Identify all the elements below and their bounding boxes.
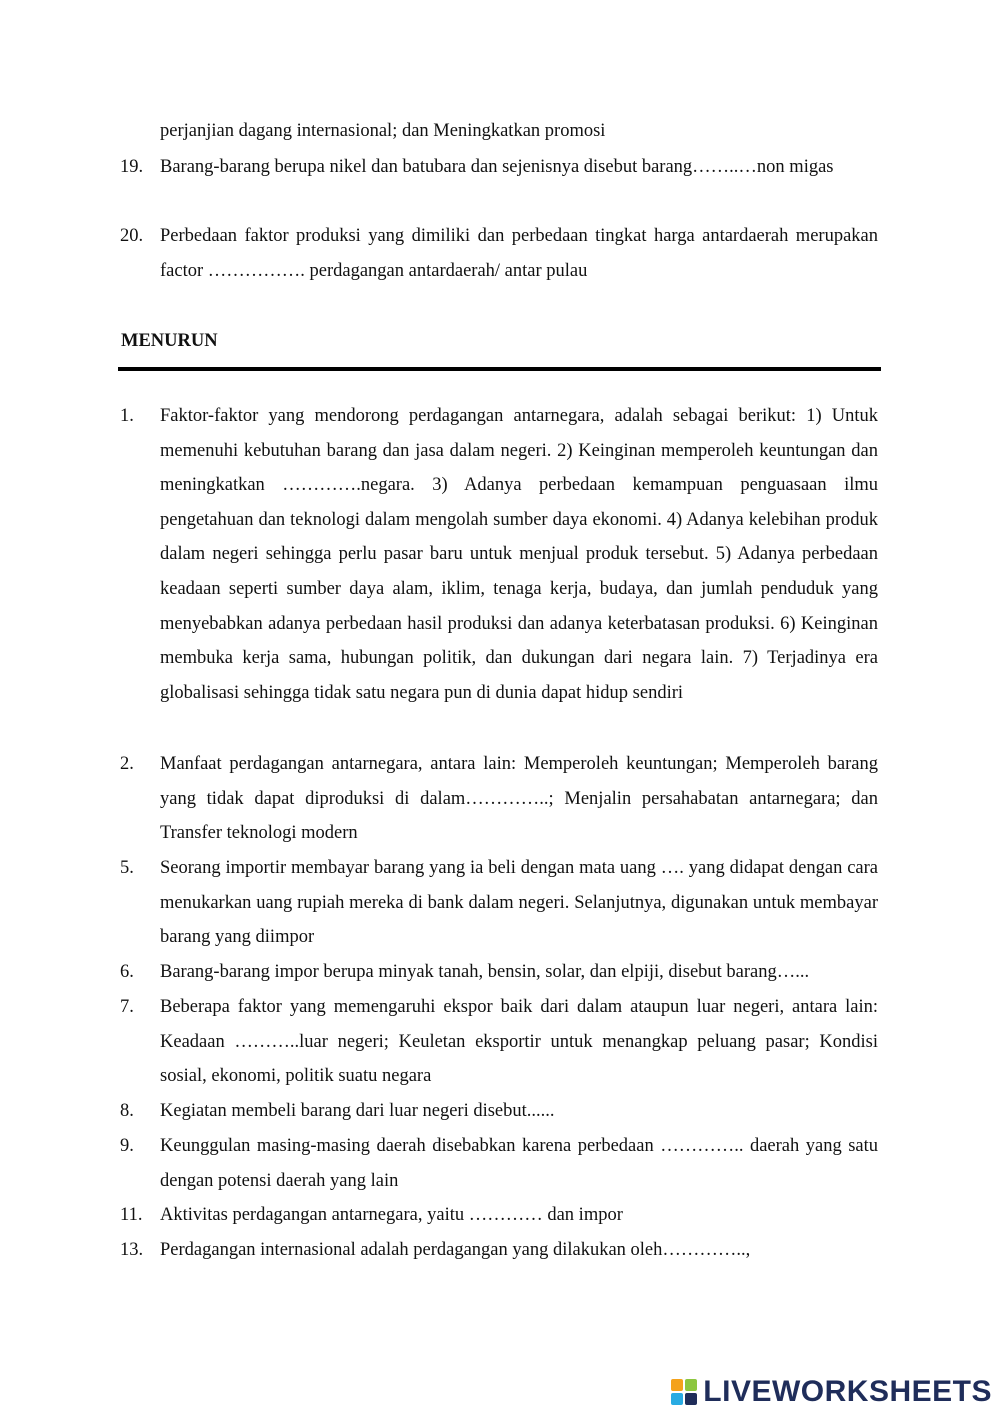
- list-item-1: [120, 399, 878, 710]
- continuation-text: perjanjian dagang internasional; dan Meningkatkan promosi: [160, 121, 606, 141]
- item-number: 5.: [120, 858, 134, 878]
- item-number: 8.: [120, 1101, 134, 1121]
- item-text: Perdagangan internasional adalah perdagangan yang dilakukan oleh…………..,: [160, 1240, 751, 1260]
- item-text: Aktivitas perdagangan antarnegara, yaitu ………… dan impor: [160, 1205, 623, 1225]
- liveworksheets-logo-icon: [671, 1379, 697, 1405]
- item-number: 7.: [120, 997, 134, 1017]
- item-number: 19.: [120, 157, 144, 177]
- item-text: Barang-barang impor berupa minyak tanah, bensin, solar, dan elpiji, disebut barang…...: [160, 962, 810, 982]
- item-text: Perbedaan faktor produksi yang dimiliki dan perbedaan tingkat harga antardaerah merupakan factor ……………. perdagangan antardaerah/ antar pulau: [160, 226, 878, 281]
- list-item-19: [120, 150, 878, 185]
- list-item-11: [120, 1198, 878, 1233]
- list-item-8: [120, 1094, 878, 1129]
- item-text: Faktor-faktor yang mendorong perdagangan antarnegara, adalah sebagai berikut: 1) Untuk memenuhi kebutuhan barang dan jasa dalam negeri. 2) Keinginan memperoleh keuntungan dan meningkatkan ………….negara. 3) Adanya perbedaan kemampuan penguasaan ilmu pengetahuan dan teknologi dalam mengolah sumber daya ekonomi. 4) Adanya kelebihan produk dalam negeri sehingga perlu pasar baru untuk menjual produk tersebut. 5) Adanya perbedaan keadaan seperti sumber daya alam, iklim, tenaga kerja, budaya, dan jumlah penduduk yang menyebabkan adanya perbedaan hasil produksi dan adanya keterbatasan produksi. 6) Keinginan membuka kerja sama, hubungan politik, dan dukungan dari negara lain. 7) Terjadinya era globalisasi sehingga tidak satu negara pun di dunia dapat hidup sendiri: [160, 406, 878, 703]
- item-text: Keunggulan masing-masing daerah disebabkan karena perbedaan ………….. daerah yang satu dengan potensi daerah yang lain: [160, 1136, 878, 1191]
- item-number: 13.: [120, 1240, 144, 1260]
- watermark-text: LIVEWORKSHEETS: [703, 1375, 992, 1408]
- section-heading-menurun: MENURUN: [121, 331, 218, 351]
- item-number: 20.: [120, 226, 144, 246]
- item-text: Kegiatan membeli barang dari luar negeri disebut......: [160, 1101, 555, 1121]
- item-number: 2.: [120, 754, 134, 774]
- item-number: 1.: [120, 406, 134, 426]
- section-divider: [118, 367, 881, 371]
- item-number: 11.: [120, 1205, 143, 1225]
- logo-square: [671, 1379, 683, 1391]
- list-item-6: [120, 955, 878, 990]
- list-item-7: [120, 990, 878, 1094]
- item-text: Barang-barang berupa nikel dan batubara dan sejenisnya disebut barang……..…non migas: [160, 157, 834, 177]
- item-number: 9.: [120, 1136, 134, 1156]
- logo-square: [685, 1379, 697, 1391]
- list-item-13: [120, 1233, 878, 1268]
- logo-square: [671, 1393, 683, 1405]
- liveworksheets-watermark: [671, 1372, 992, 1412]
- list-item-2: [120, 747, 878, 851]
- list-item-5: [120, 851, 878, 955]
- logo-square: [685, 1393, 697, 1405]
- list-item-20: [120, 219, 878, 288]
- item-text: Manfaat perdagangan antarnegara, antara lain: Memperoleh keuntungan; Memperoleh barang yang tidak dapat diproduksi di dalam…………..; Menjalin persahabatan antarnegara; dan Transfer teknologi modern: [160, 754, 878, 844]
- item-text: Seorang importir membayar barang yang ia beli dengan mata uang …. yang didapat dengan cara menukarkan uang rupiah mereka di bank dalam negeri. Selanjutnya, digunakan untuk membayar barang yang diimpor: [160, 858, 878, 948]
- list-item-9: [120, 1129, 878, 1198]
- item-number: 6.: [120, 962, 134, 982]
- item-text: Beberapa faktor yang memengaruhi ekspor baik dari dalam ataupun luar negeri, antara lain: Keadaan ………..luar negeri; Keuletan eksportir untuk menangkap peluang pasar; Kondisi sosial, ekonomi, politik suatu negara: [160, 997, 878, 1087]
